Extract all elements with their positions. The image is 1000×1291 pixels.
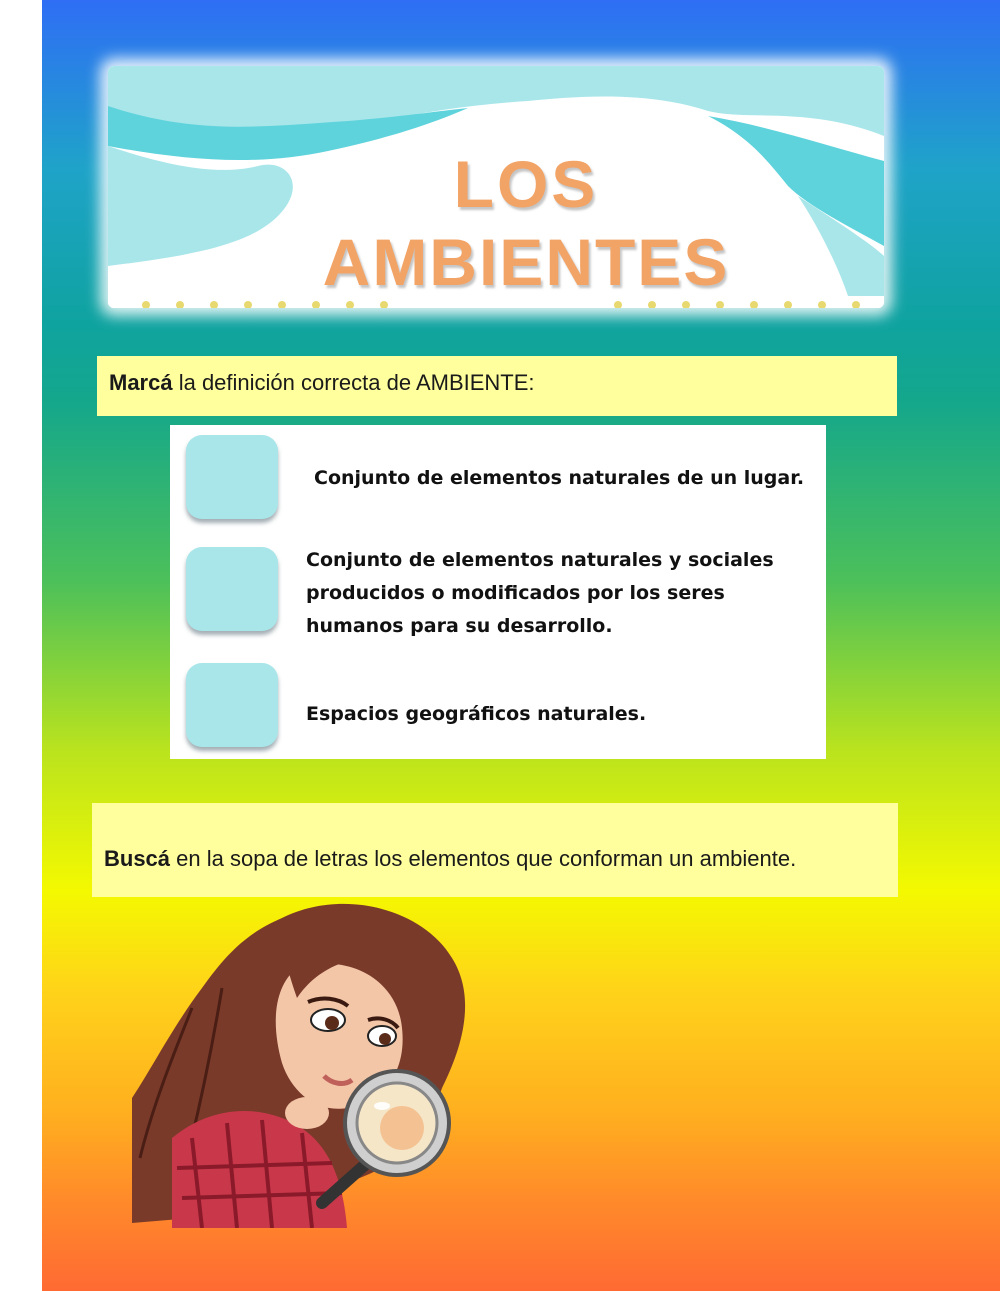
instruction-2-rest: en la sopa de letras los elementos que conforman un ambiente. xyxy=(170,846,797,871)
instruction-2-text xyxy=(104,846,796,872)
instruction-1 xyxy=(97,356,897,416)
instruction-1-bold: Marcá xyxy=(109,370,173,395)
instruction-2-bold: Buscá xyxy=(104,846,171,871)
option-3-label: Espacios geográficos naturales. xyxy=(306,703,647,725)
worksheet xyxy=(42,0,1000,1291)
option-1-checkbox[interactable] xyxy=(186,435,278,519)
instruction-1-text xyxy=(109,370,535,396)
girl-magnifying-glass-illustration xyxy=(132,898,502,1228)
option-2-checkbox[interactable] xyxy=(186,547,278,631)
option-3-checkbox[interactable] xyxy=(186,663,278,747)
instruction-2 xyxy=(92,803,898,897)
title-line-2: AMBIENTES xyxy=(322,225,730,299)
option-2-label: Conjunto de elementos naturales y sociales producidos o modificados por los seres humanos para su desarrollo. xyxy=(306,549,774,637)
instruction-1-rest: la definición correcta de AMBIENTE: xyxy=(172,370,535,395)
option-1-label: Conjunto de elementos naturales de un lugar. xyxy=(314,467,805,489)
title-line-1: LOS xyxy=(453,147,599,221)
options-panel xyxy=(170,425,826,759)
title-banner xyxy=(108,66,884,308)
